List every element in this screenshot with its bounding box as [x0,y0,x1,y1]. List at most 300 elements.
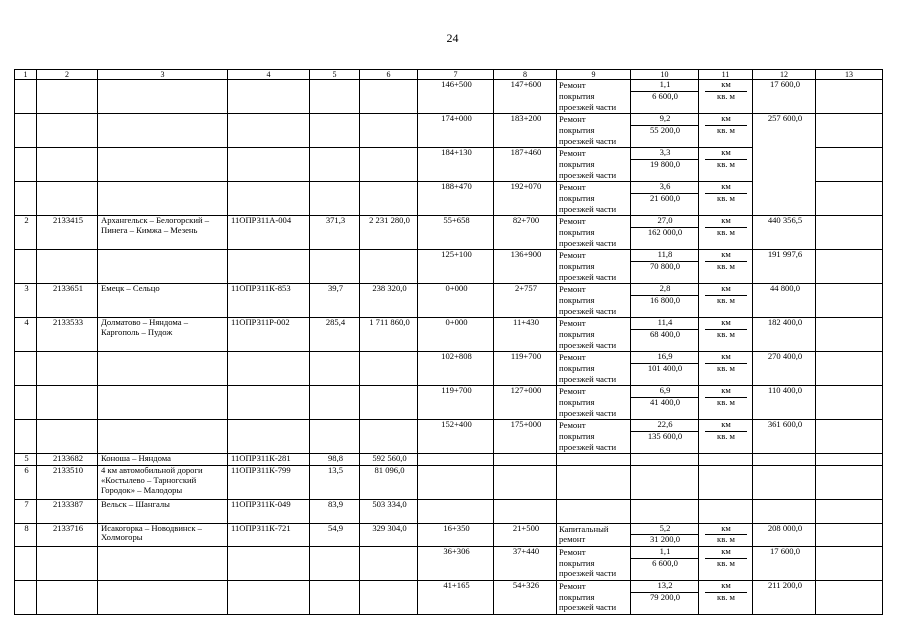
road-name [97,580,227,614]
section-end [493,215,556,249]
length-km: 1,1 [659,80,671,89]
cost [359,317,417,351]
section-end-text: 54+326 [512,580,540,590]
section-end-text: 37+440 [512,546,540,556]
road-code [36,499,97,522]
section-end [493,351,556,385]
unit-km: км [721,352,731,361]
row-number [14,181,36,215]
header-cell-13: 13 [815,69,882,79]
section-end [493,113,556,147]
work-type-line: Капитальный [559,524,609,534]
section-start-text: 0+000 [445,284,468,293]
work-type [556,249,630,283]
length-km: 3,6 [659,182,671,191]
section-end-text: 192+070 [510,182,542,191]
header-cell-8: 8 [493,69,556,79]
registration-number-text: 11ОПРЗ11К-853 [231,284,291,293]
road-name [97,249,227,283]
row-number-text: 8 [24,523,29,533]
amount [752,453,815,465]
length-km: 5,2 [659,523,671,533]
road-name [97,317,227,351]
amount [752,351,815,385]
cost [359,283,417,317]
section-end-text: 11+430 [512,318,539,327]
road-length-text: 285,4 [325,318,346,327]
road-name [97,215,227,249]
row-number [14,465,36,499]
road-code [36,546,97,580]
work-type-line: покрытия [559,329,595,339]
row-number [14,523,36,546]
section-end-text: 136+900 [510,250,542,259]
work-type-line: проезжей части [559,238,617,248]
work-type-line: Ремонт [559,581,586,591]
amount-text: 17 600,0 [769,546,801,556]
amount [752,546,815,580]
unit [698,385,752,419]
note [815,465,882,499]
road-length [309,419,359,453]
registration-number [227,499,309,522]
note [815,283,882,317]
road-name [97,113,227,147]
work-type [556,79,630,113]
registration-number [227,249,309,283]
unit-km: км [721,386,731,395]
road-length-text: 39,7 [327,284,344,293]
section-end [493,283,556,317]
work-type [556,523,630,546]
road-length [309,317,359,351]
unit-sqm: кв. м [717,125,735,135]
unit-sqm: кв. м [717,261,735,271]
unit [698,351,752,385]
road-name-text: Коноша – Няндома [101,454,171,463]
road-code [36,419,97,453]
length-km: 3,3 [659,148,671,157]
road-name [97,465,227,499]
section-start-text: 36+306 [443,546,470,556]
registration-number-text: 11ОПРЗ11Р-002 [231,318,290,327]
road-code-text: 2133651 [52,284,84,293]
unit [698,181,752,215]
registration-number [227,385,309,419]
registration-number [227,580,309,614]
unit [698,147,752,181]
header-cell-9: 9 [556,69,630,79]
section-start [417,215,493,249]
header-cell-11: 11 [698,69,752,79]
area-sqm: 19 800,0 [649,159,681,169]
cost [359,215,417,249]
road-code [36,249,97,283]
table-right-border [882,69,883,614]
unit [698,317,752,351]
row-number [14,79,36,113]
section-start-text: 188+470 [441,182,472,191]
work-type-line: Ремонт [559,183,586,192]
header-cell-4: 4 [227,69,309,79]
area-sqm: 31 200,0 [649,535,681,545]
note [815,249,882,283]
road-name-text: Исакогорка – Новодвинск – Холмогоры [101,523,202,543]
unit-km: км [721,114,731,123]
note [815,113,882,147]
amount [752,215,815,249]
work-type-line: Ремонт [559,251,586,260]
unit-km: км [721,318,731,327]
work-type-line: Ремонт [559,547,586,557]
registration-number [227,79,309,113]
cost [359,181,417,215]
amount [752,147,815,181]
section-end-text: 147+600 [510,80,542,89]
road-code [36,113,97,147]
road-name [97,181,227,215]
row-number [14,283,36,317]
amount-text: 191 997,6 [767,250,803,259]
cost [359,465,417,499]
section-start-text: 0+000 [445,318,468,327]
section-end [493,79,556,113]
note [815,385,882,419]
row-number-text: 4 [24,318,29,327]
note [815,181,882,215]
work-type-line: покрытия [559,125,595,135]
section-end [493,523,556,546]
road-name [97,147,227,181]
work-type [556,580,630,614]
amount [752,79,815,113]
road-length-text: 371,3 [325,216,346,225]
unit [698,546,752,580]
work-type-line: проезжей части [559,102,617,112]
row-number [14,546,36,580]
quantity [630,181,698,215]
cost [359,580,417,614]
road-length [309,113,359,147]
amount [752,249,815,283]
note [815,317,882,351]
work-type-line: покрытия [559,91,595,101]
unit [698,79,752,113]
work-type-line: покрытия [559,159,595,169]
page-number: 24 [446,31,459,45]
road-length [309,79,359,113]
table-bottom-border [14,614,883,615]
work-type-line: проезжей части [559,340,617,350]
work-type-line: проезжей части [559,603,617,613]
unit [698,499,752,522]
work-type-line: покрытия [559,261,595,271]
section-start-text: 184+130 [441,148,472,157]
length-km: 27,0 [657,216,673,225]
road-length-text: 13,5 [327,466,344,476]
quantity [630,79,698,113]
header-cell-6: 6 [359,69,417,79]
quantity [630,147,698,181]
quantity [630,419,698,453]
cost [359,419,417,453]
section-end [493,147,556,181]
registration-number [227,453,309,465]
unit-sqm: кв. м [717,193,735,203]
amount-text: 361 600,0 [767,420,803,429]
row-number [14,499,36,522]
amount [752,283,815,317]
work-type-line: Ремонт [559,115,586,124]
quantity [630,523,698,546]
section-end-text: 127+000 [510,386,542,395]
road-code [36,351,97,385]
quantity [630,546,698,580]
road-code [36,453,97,465]
quantity [630,351,698,385]
road-length-text: 54,9 [327,523,344,533]
unit-sqm: кв. м [717,592,735,602]
road-code [36,317,97,351]
amount-text: 44 800,0 [769,284,801,293]
quantity [630,283,698,317]
section-start-text: 102+808 [441,352,472,361]
unit [698,453,752,465]
unit-km: км [721,284,731,293]
unit [698,283,752,317]
road-name [97,385,227,419]
road-length [309,283,359,317]
work-type-line: покрытия [559,431,595,441]
unit-km: км [721,523,731,533]
unit [698,215,752,249]
unit-sqm: кв. м [717,227,735,237]
section-start [417,79,493,113]
road-code [36,523,97,546]
quantity [630,215,698,249]
section-start [417,385,493,419]
road-name-text: Емецк – Сельцо [101,284,160,293]
road-name [97,546,227,580]
section-end-text: 175+000 [510,420,542,429]
unit-sqm: кв. м [717,431,735,441]
road-length [309,580,359,614]
unit-sqm: кв. м [717,535,735,545]
note [815,580,882,614]
section-start-text: 152+400 [441,420,472,429]
header-cell-5: 5 [309,69,359,79]
work-type-line: Ремонт [559,149,586,158]
length-km: 6,9 [659,386,671,395]
road-length [309,453,359,465]
amount [752,465,815,499]
section-start [417,249,493,283]
row-number [14,215,36,249]
length-km: 1,1 [659,546,671,556]
road-name [97,419,227,453]
quantity [630,453,698,465]
header-cell-1: 1 [14,69,36,79]
section-end [493,419,556,453]
section-end [493,546,556,580]
road-length [309,546,359,580]
cost-text: 81 096,0 [374,466,405,476]
registration-number [227,113,309,147]
amount [752,523,815,546]
section-start-text: 16+350 [443,523,470,533]
cost-text: 2 231 280,0 [369,216,410,225]
cost [359,499,417,522]
amount-text: 440 356,5 [767,216,803,225]
work-type-line: проезжей части [559,442,617,452]
area-sqm: 101 400,0 [647,363,683,373]
road-name [97,79,227,113]
work-type-line: проезжей части [559,306,617,316]
unit-sqm: кв. м [717,363,735,373]
unit [698,465,752,499]
work-type-line: Ремонт [559,387,586,396]
area-sqm: 55 200,0 [649,125,681,135]
length-km: 9,2 [659,114,671,123]
area-sqm: 6 600,0 [652,558,678,568]
unit-km: км [721,216,731,225]
note [815,147,882,181]
registration-number [227,181,309,215]
length-km: 11,8 [657,250,673,259]
registration-number-text: 11ОПРЗ11К-049 [231,500,291,510]
amount [752,317,815,351]
road-name-text: 4 км автомобильной дороги «Костылево – Тарногский Городок» – Малодоры [101,466,203,495]
section-start-text: 119+700 [441,386,472,395]
unit-km: км [721,546,731,556]
area-sqm: 79 200,0 [649,592,681,602]
registration-number [227,147,309,181]
road-code-text: 2133716 [52,523,84,533]
cost-text: 329 304,0 [372,523,407,533]
cost-text: 1 711 860,0 [369,318,410,327]
section-end-text: 2+757 [514,284,538,293]
section-end [493,181,556,215]
cost [359,523,417,546]
work-type [556,465,630,499]
row-number [14,419,36,453]
note [815,419,882,453]
registration-number [227,419,309,453]
road-code-text: 2133533 [52,318,84,327]
section-start [417,147,493,181]
road-length [309,499,359,522]
section-start-text: 41+165 [443,580,470,590]
unit-km: км [721,148,731,157]
section-start [417,523,493,546]
note [815,523,882,546]
row-number [14,317,36,351]
section-start [417,546,493,580]
work-type-line: Ремонт [559,217,586,226]
cost [359,113,417,147]
unit-sqm: кв. м [717,329,735,339]
road-name [97,499,227,522]
work-type-line: покрытия [559,558,595,568]
section-end-text: 119+700 [510,352,542,361]
road-length-text: 98,8 [327,454,344,463]
work-type [556,546,630,580]
work-type-line: проезжей части [559,136,617,146]
row-number [14,385,36,419]
area-sqm: 68 400,0 [649,329,681,339]
unit-km: км [721,580,731,590]
amount-text: 257 600,0 [767,114,803,123]
section-start [417,351,493,385]
area-sqm: 6 600,0 [652,91,678,101]
cost [359,385,417,419]
amount-text: 270 400,0 [767,352,803,361]
section-start [417,580,493,614]
area-sqm: 135 600,0 [647,431,683,441]
section-start-text: 146+500 [441,80,472,89]
road-code [36,283,97,317]
work-type-line: Ремонт [559,353,586,362]
note [815,215,882,249]
row-number [14,249,36,283]
work-type-line: покрытия [559,295,595,305]
road-name-text: Долматово – Няндома – Каргополь – Пудож [101,318,189,337]
work-type [556,283,630,317]
road-code [36,580,97,614]
row-number-text: 5 [24,454,29,463]
work-type-line: Ремонт [559,421,586,430]
section-start [417,283,493,317]
work-type [556,351,630,385]
quantity [630,499,698,522]
road-name [97,453,227,465]
work-type-line: Ремонт [559,285,586,294]
road-code-text: 2133682 [52,454,84,463]
section-end [493,249,556,283]
unit-sqm: кв. м [717,558,735,568]
registration-number [227,465,309,499]
road-name [97,351,227,385]
note [815,453,882,465]
road-length [309,385,359,419]
amount-text: 182 400,0 [767,318,803,327]
header-cell-2: 2 [36,69,97,79]
section-start [417,453,493,465]
amount-text: 211 200,0 [767,580,803,590]
header-cell-12: 12 [752,69,815,79]
road-code-text: 2133510 [52,466,84,476]
cost [359,453,417,465]
road-code [36,79,97,113]
road-name-text: Архангельск – Белогорский – Пинега – Кимжа – Мезень [101,216,209,235]
note [815,499,882,522]
cost [359,147,417,181]
registration-number-text: 11ОПРЗ11К-281 [231,454,291,463]
road-code [36,215,97,249]
work-type-line: проезжей части [559,569,617,579]
work-type [556,181,630,215]
work-type-line: покрытия [559,397,595,407]
work-type [556,215,630,249]
area-sqm: 41 400,0 [649,397,681,407]
unit [698,580,752,614]
unit [698,523,752,546]
road-length [309,249,359,283]
section-start [417,113,493,147]
cost-text: 238 320,0 [372,284,407,293]
unit-sqm: кв. м [717,159,735,169]
note [815,79,882,113]
